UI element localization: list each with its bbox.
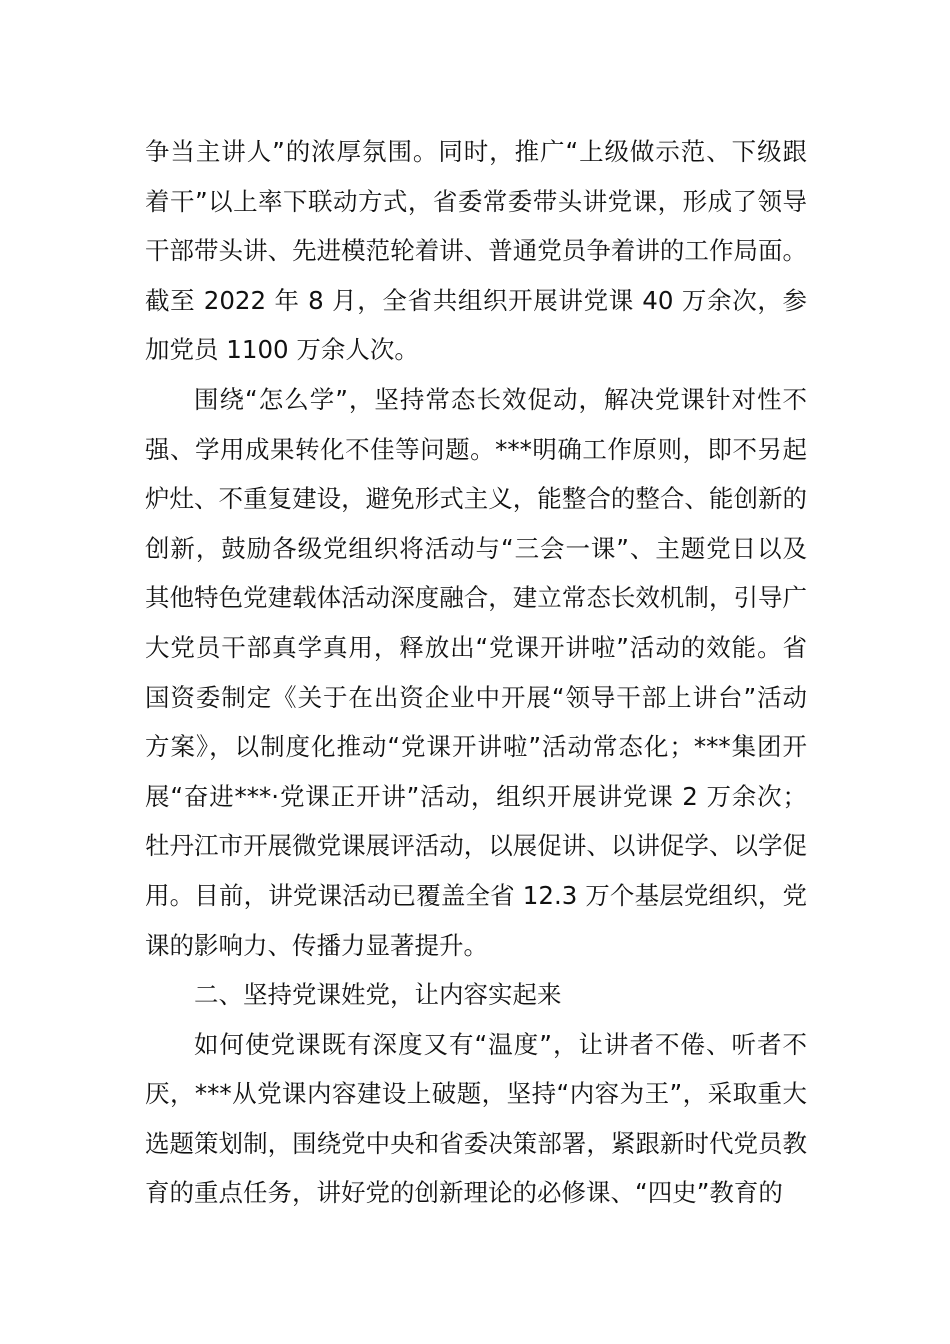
paragraph-2: 围绕“怎么学”，坚持常态长效促动，解决党课针对性不强、学用成果转化不佳等问题。***明确工作原则，即不另起炉灶、不重复建设，避免形式主义，能整合的整合、能创新的创新，鼓励各级党组织将活动与“三会一课”、主题党日以及其他特色党建载体活动深度融合，建立常态长效机制，引导广大党员干部真学真用，释放出“党课开讲啦”活动的效能。省国资委制定《关于在出资企业中开展“领导干部上讲台”活动方案》，以制度化推动“党课开讲啦”活动常态化；***集团开展“奋进***·党课正开讲”活动，组织开展讲党课 2 万余次；牡丹江市开展微党课展评活动，以展促讲、以讲促学、以学促用。目前，讲党课活动已覆盖全省 12.3 万个基层党组织，党课的影响力、传播力显著提升。 (145, 384, 807, 960)
paragraph-1: 争当主讲人”的浓厚氛围。同时，推广“上级做示范、下级跟着干”以上率下联动方式，省委常委带头讲党课，形成了领导干部带头讲、先进模范轮着讲、普通党员争着讲的工作局面。截至 2022 年 8 月，全省共组织开展讲党课 40 万余次，参加党员 1100 万余人次。 (145, 137, 807, 365)
section-heading: 二、坚持党课姓党，让内容实起来 (194, 980, 562, 1010)
paragraph-3: 如何使党课既有深度又有“温度”，让讲者不倦、听者不厌，***从党课内容建设上破题，坚持“内容为王”，采取重大选题策划制，围绕党中央和省委决策部署，紧跟新时代党员教育的重点任务，讲好党的创新理论的必修课、“四史”教育的 (145, 1029, 807, 1208)
document-body (145, 127, 807, 1218)
